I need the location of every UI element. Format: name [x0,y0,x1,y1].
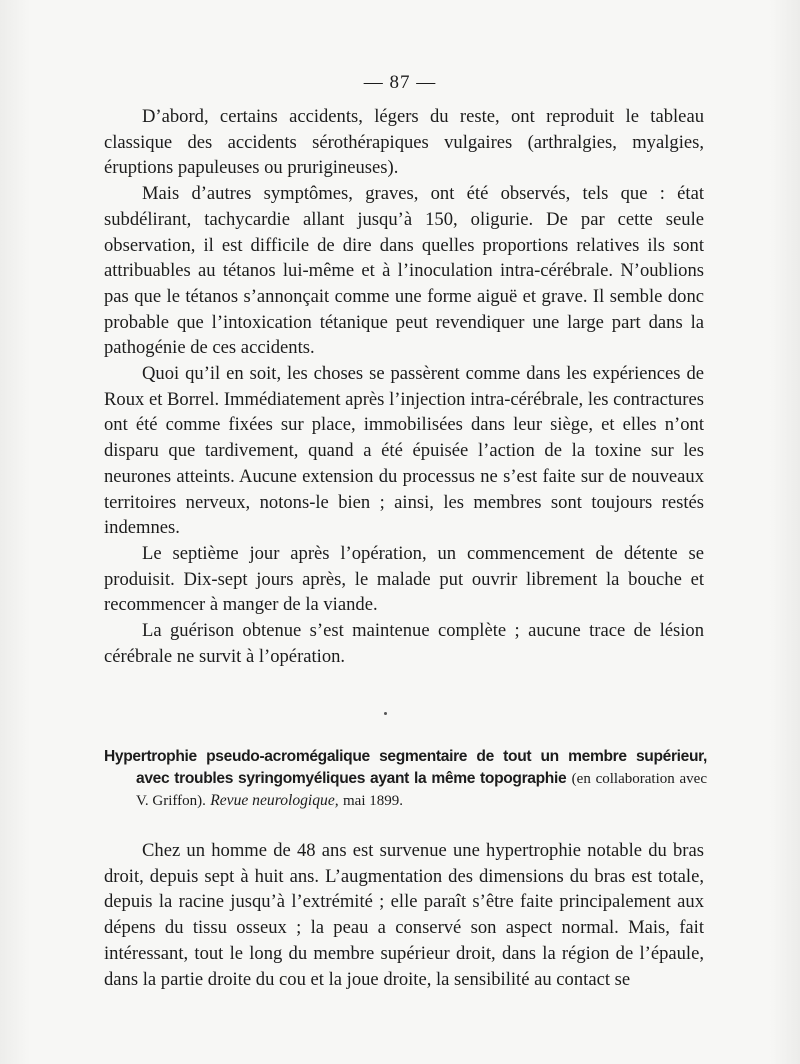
paragraph: Quoi qu’il en soit, les choses se passèrent comme dans les expériences de Roux et Borrel. Immédiatement après l’injection intra-cérébrale, les contractures ont été comme fixées sur place, immobilisées dans leur siège, et elles n’ont disparu que tardivement, quand a été épuisée l’action de la toxine sur les neurones atteints. Aucune extension du processus ne s’est faite sur de nouveaux territoires nerveux, notons-le bien ; ainsi, les membres sont toujours restés indemnes. [104,363,704,539]
paragraph: Chez un homme de 48 ans est survenue une hypertrophie notable du bras droit, depuis sept à huit ans. L’augmentation des dimensions du bras est totale, depuis la racine jusqu’à l’extrémité ; elle paraît s’être faite principalement aux dépens du tissu osseux ; la peau a conservé son aspect normal. Mais, fait intéressant, tout le long du membre supérieur droit, dans la région de l’épaule, dans la partie droite du cou et la joue droite, la sensibilité au contact se [104,840,704,990]
article-title: Hypertrophie pseudo-acromégalique segmentaire de tout un membre supérieur, avec troubles syringomyéliques ayant la même topographie [104,748,707,787]
publication-date: mai 1899. [343,793,404,809]
paragraph: Le septième jour après l’opération, un commencement de détente se produisit. Dix-sept jours après, le malade put ouvrir librement la bouche et recommencer à manger de la viande. [104,542,704,616]
section-one-body [104,104,704,669]
page-number: — 87 — [363,72,437,93]
separator-dot [384,712,387,715]
collaboration-note: (en collaboration avec [571,771,707,787]
section-two-body [104,838,704,992]
paragraph: Mais d’autres symptômes, graves, ont été observés, tels que : état subdélirant, tachycardie allant jusqu’à 150, oligurie. De par cette seule observation, il est difficile de dire dans quelles proportions relatives ils sont attribuables au tétanos lui-même et à l’inoculation intra-cérébrale. N’oublions pas que le tétanos s’annonçait comme une forme aiguë et grave. Il semble donc probable que l’intoxication tétanique peut revendiquer une large part dans la pathogénie de ces accidents. [104,183,704,359]
journal-name: Revue neurologique, [210,792,339,809]
coauthor: V. Griffon). [136,793,206,809]
paragraph: D’abord, certains accidents, légers du reste, ont reproduit le tableau classique des accidents sérothérapiques vulgaires (arthralgies, myalgies, éruptions papuleuses ou prurigineuses). [104,106,704,179]
article-heading [104,746,707,812]
paragraph: La guérison obtenue s’est maintenue complète ; aucune trace de lésion cérébrale ne survit à l’opération. [104,620,704,667]
